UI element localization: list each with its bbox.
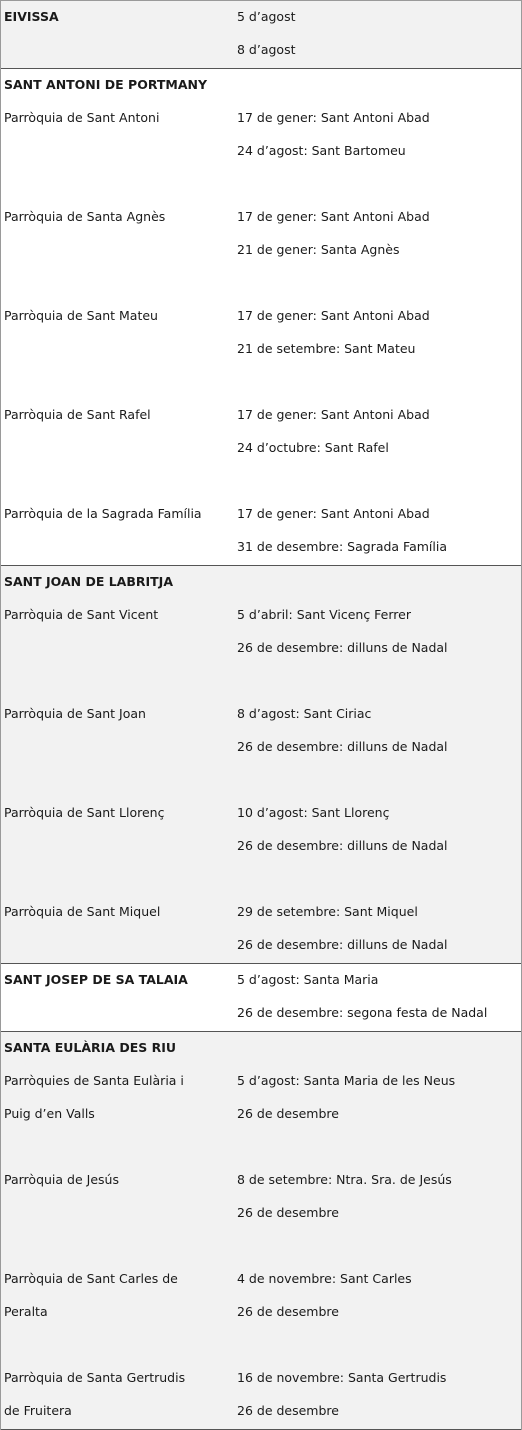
parish-row: [1, 1164, 521, 1197]
date-line: 26 de desembre: [237, 1403, 339, 1418]
date-line: 29 de setembre: Sant Miquel: [237, 904, 418, 919]
parish-row: [1, 1263, 521, 1296]
parish-name-continued: Puig d’en Valls: [4, 1106, 95, 1121]
section-sant-antoni: [1, 69, 521, 566]
parish-name: Parròquia de Sant Antoni: [4, 110, 160, 125]
date-line: 21 de setembre: Sant Mateu: [237, 341, 416, 356]
date-line: 8 d’agost: Sant Ciriac: [237, 706, 372, 721]
parish-name: Parròquia de Sant Llorenç: [4, 805, 165, 820]
parish-row: [1, 797, 521, 830]
date-line: 26 de desembre: segona festa de Nadal: [237, 1005, 488, 1020]
date-line: 16 de novembre: Santa Gertrudis: [237, 1370, 447, 1385]
date-line: 26 de desembre: [237, 1106, 339, 1121]
date-line: 4 de novembre: Sant Carles: [237, 1271, 412, 1286]
date-line: 31 de desembre: Sagrada Família: [237, 539, 448, 554]
parish-row: [1, 399, 521, 432]
date-line: 5 d’agost: Santa Maria de les Neus: [237, 1073, 456, 1088]
date-line: 26 de desembre: dilluns de Nadal: [237, 937, 448, 952]
date-line: 10 d’agost: Sant Llorenç: [237, 805, 390, 820]
date-line: 26 de desembre: dilluns de Nadal: [237, 838, 448, 853]
parish-row: [1, 201, 521, 234]
parish-name: Parròquia de Sant Joan: [4, 706, 146, 721]
date-line: 17 de gener: Sant Antoni Abad: [237, 308, 430, 323]
date-line: 26 de desembre: [237, 1205, 339, 1220]
parish-row: [1, 896, 521, 929]
date-line: 17 de gener: Sant Antoni Abad: [237, 110, 430, 125]
municipality-name: SANT JOSEP DE SA TALAIA: [4, 972, 188, 987]
date-line: 24 d’octubre: Sant Rafel: [237, 440, 389, 455]
parish-name: Parròquia de Sant Vicent: [4, 607, 159, 622]
section-eivissa: [1, 1, 521, 69]
date-line: 8 de setembre: Ntra. Sra. de Jesús: [237, 1172, 452, 1187]
parish-row: [1, 102, 521, 135]
date-line: 26 de desembre: [237, 1304, 339, 1319]
parish-name: Parròquia de la Sagrada Família: [4, 506, 202, 521]
parish-row: [1, 498, 521, 531]
municipality-name: SANTA EULÀRIA DES RIU: [4, 1040, 177, 1055]
date-line: 5 d’agost: Santa Maria: [237, 972, 379, 987]
date-line: 17 de gener: Sant Antoni Abad: [237, 209, 430, 224]
municipality-name: SANT JOAN DE LABRITJA: [4, 574, 174, 589]
section-sant-josep: [1, 964, 521, 1032]
parish-name-continued: de Fruitera: [4, 1403, 72, 1418]
date-line: 26 de desembre: dilluns de Nadal: [237, 640, 448, 655]
parish-name: Parròquia de Sant Rafel: [4, 407, 151, 422]
date-line: 17 de gener: Sant Antoni Abad: [237, 506, 430, 521]
parish-row: [1, 1362, 521, 1395]
municipality-name: SANT ANTONI DE PORTMANY: [4, 77, 208, 92]
section-santa-eularia: [1, 1032, 521, 1430]
date-line: 26 de desembre: dilluns de Nadal: [237, 739, 448, 754]
parish-name-continued: Peralta: [4, 1304, 48, 1319]
date-line: 21 de gener: Santa Agnès: [237, 242, 400, 257]
parish-row: [1, 599, 521, 632]
parish-name: Parròquia de Sant Miquel: [4, 904, 161, 919]
parish-name: Parròquia de Sant Carles de: [4, 1271, 178, 1286]
parish-name: Parròquies de Santa Eulària i: [4, 1073, 184, 1088]
date-line: 5 d’abril: Sant Vicenç Ferrer: [237, 607, 411, 622]
date-line: 5 d’agost: [237, 9, 296, 24]
date-line: 24 d’agost: Sant Bartomeu: [237, 143, 406, 158]
parish-name: Parròquia de Santa Agnès: [4, 209, 166, 224]
parish-row: [1, 698, 521, 731]
parish-row: [1, 1065, 521, 1098]
parish-row: [1, 300, 521, 333]
municipality-name: EIVISSA: [4, 9, 59, 24]
date-line: 17 de gener: Sant Antoni Abad: [237, 407, 430, 422]
parish-name: Parròquia de Jesús: [4, 1172, 119, 1187]
parish-name: Parròquia de Santa Gertrudis: [4, 1370, 186, 1385]
parish-name: Parròquia de Sant Mateu: [4, 308, 158, 323]
date-line: 8 d’agost: [237, 42, 296, 57]
section-sant-joan: [1, 566, 521, 964]
